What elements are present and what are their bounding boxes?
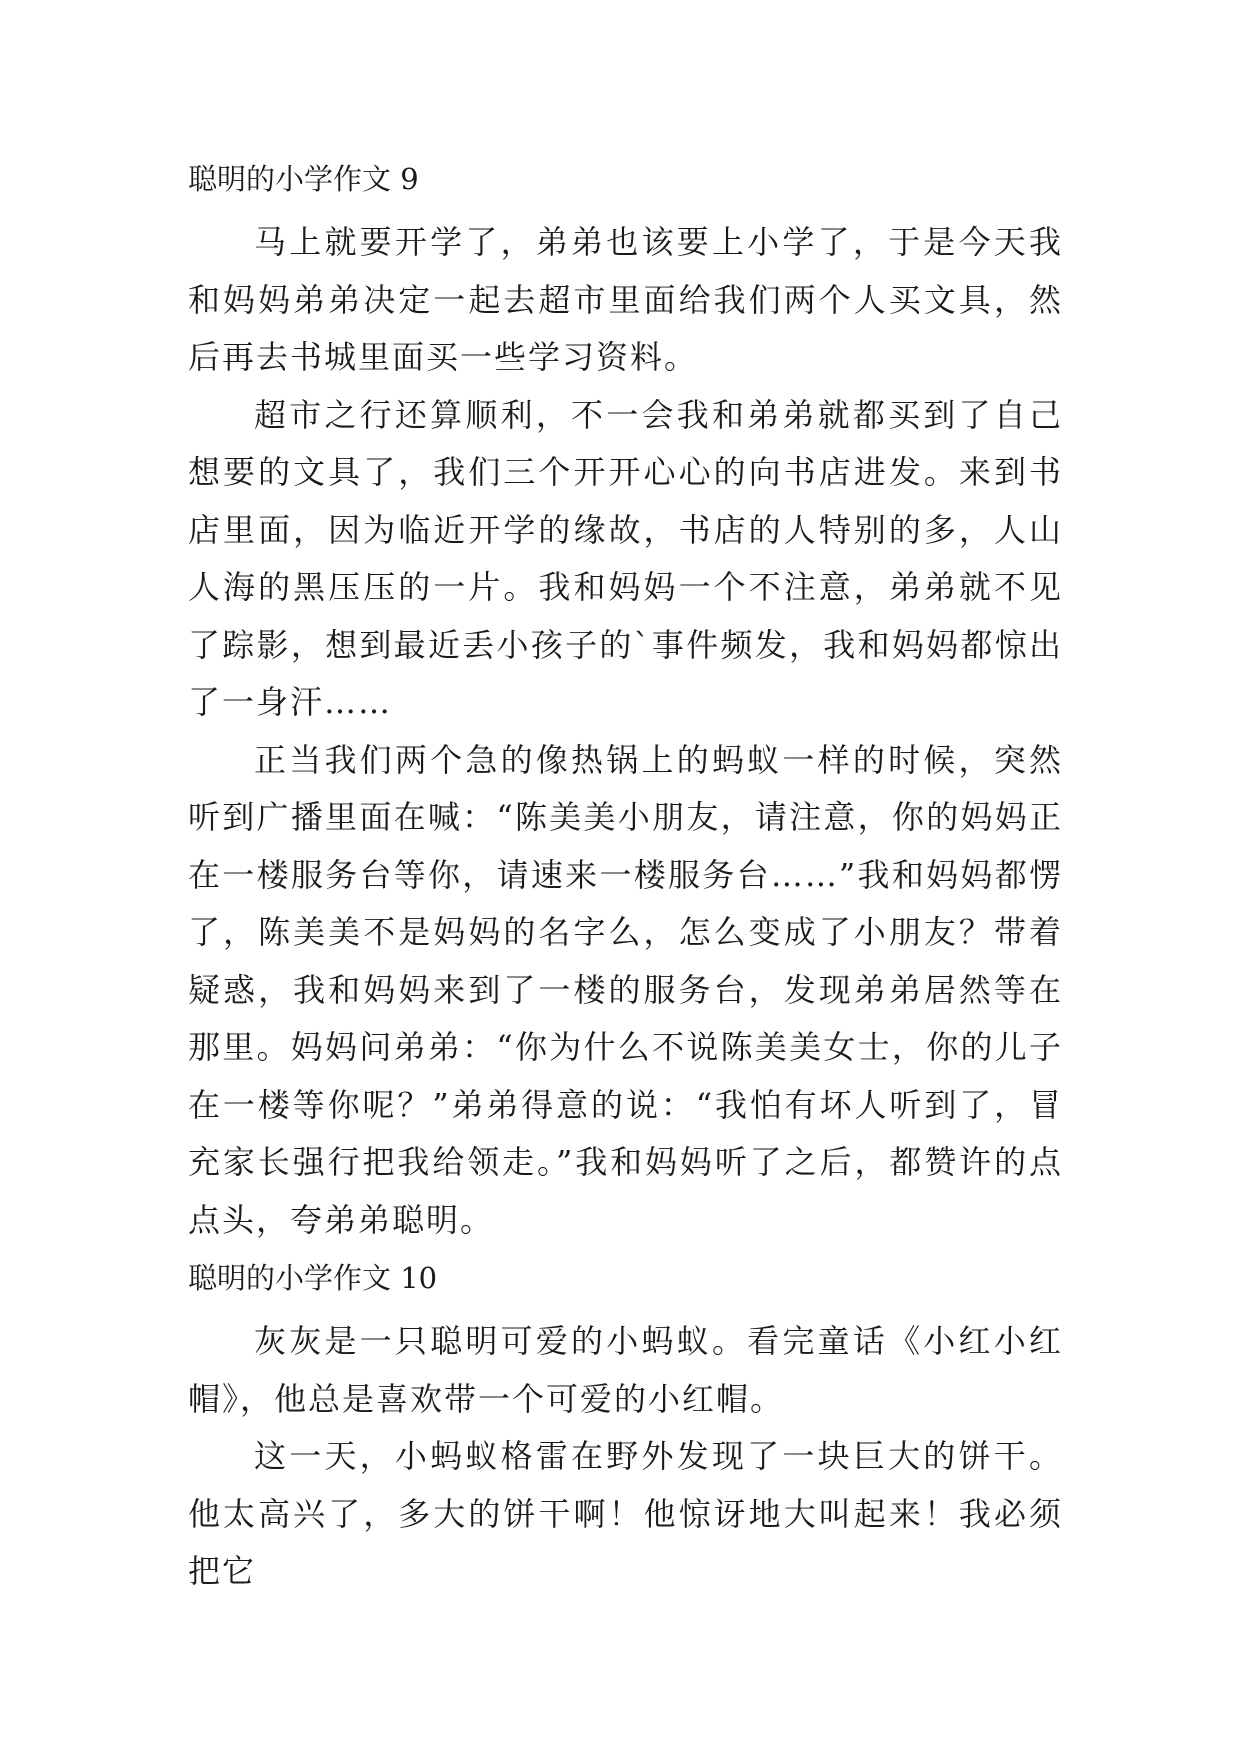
- paragraph: 超市之行还算顺利，不一会我和弟弟就都买到了自己想要的文具了，我们三个开开心心的向书店进发。来到书店里面，因为临近开学的缘故，书店的人特别的多，人山人海的黑压压的一片。我和妈妈一个不注意，弟弟就不见了踪影，想到最近丢小孩子的`事件频发，我和妈妈都惊出了一身汗……: [188, 395, 1063, 721]
- section-title: 聪明的小学作文 9: [188, 162, 419, 196]
- paragraph: 灰灰是一只聪明可爱的小蚂蚁。看完童话《小红小红帽》，他总是喜欢带一个可爱的小红帽。: [188, 1322, 1063, 1418]
- paragraph: 这一天，小蚂蚁格雷在野外发现了一块巨大的饼干。他太高兴了，多大的饼干啊！他惊讶地大叫起来！我必须把它: [188, 1437, 1063, 1590]
- section-title: 聪明的小学作文 10: [188, 1261, 438, 1295]
- paragraph: 正当我们两个急的像热锅上的蚂蚁一样的时候，突然听到广播里面在喊：“陈美美小朋友，请注意，你的妈妈正在一楼服务台等你，请速来一楼服务台……”我和妈妈都愣了，陈美美不是妈妈的名字么，怎么变成了小朋友？带着疑惑，我和妈妈来到了一楼的服务台，发现弟弟居然等在那里。妈妈问弟弟：“你为什么不说陈美美女士，你的儿子在一楼等你呢？”弟弟得意的说：“我怕有坏人听到了，冒充家长强行把我给领走。”我和妈妈听了之后，都赞许的点点头，夸弟弟聪明。: [188, 740, 1063, 1239]
- paragraph: 马上就要开学了，弟弟也该要上小学了，于是今天我和妈妈弟弟决定一起去超市里面给我们两个人买文具，然后再去书城里面买一些学习资料。: [188, 223, 1063, 376]
- document-page: [188, 156, 1063, 1601]
